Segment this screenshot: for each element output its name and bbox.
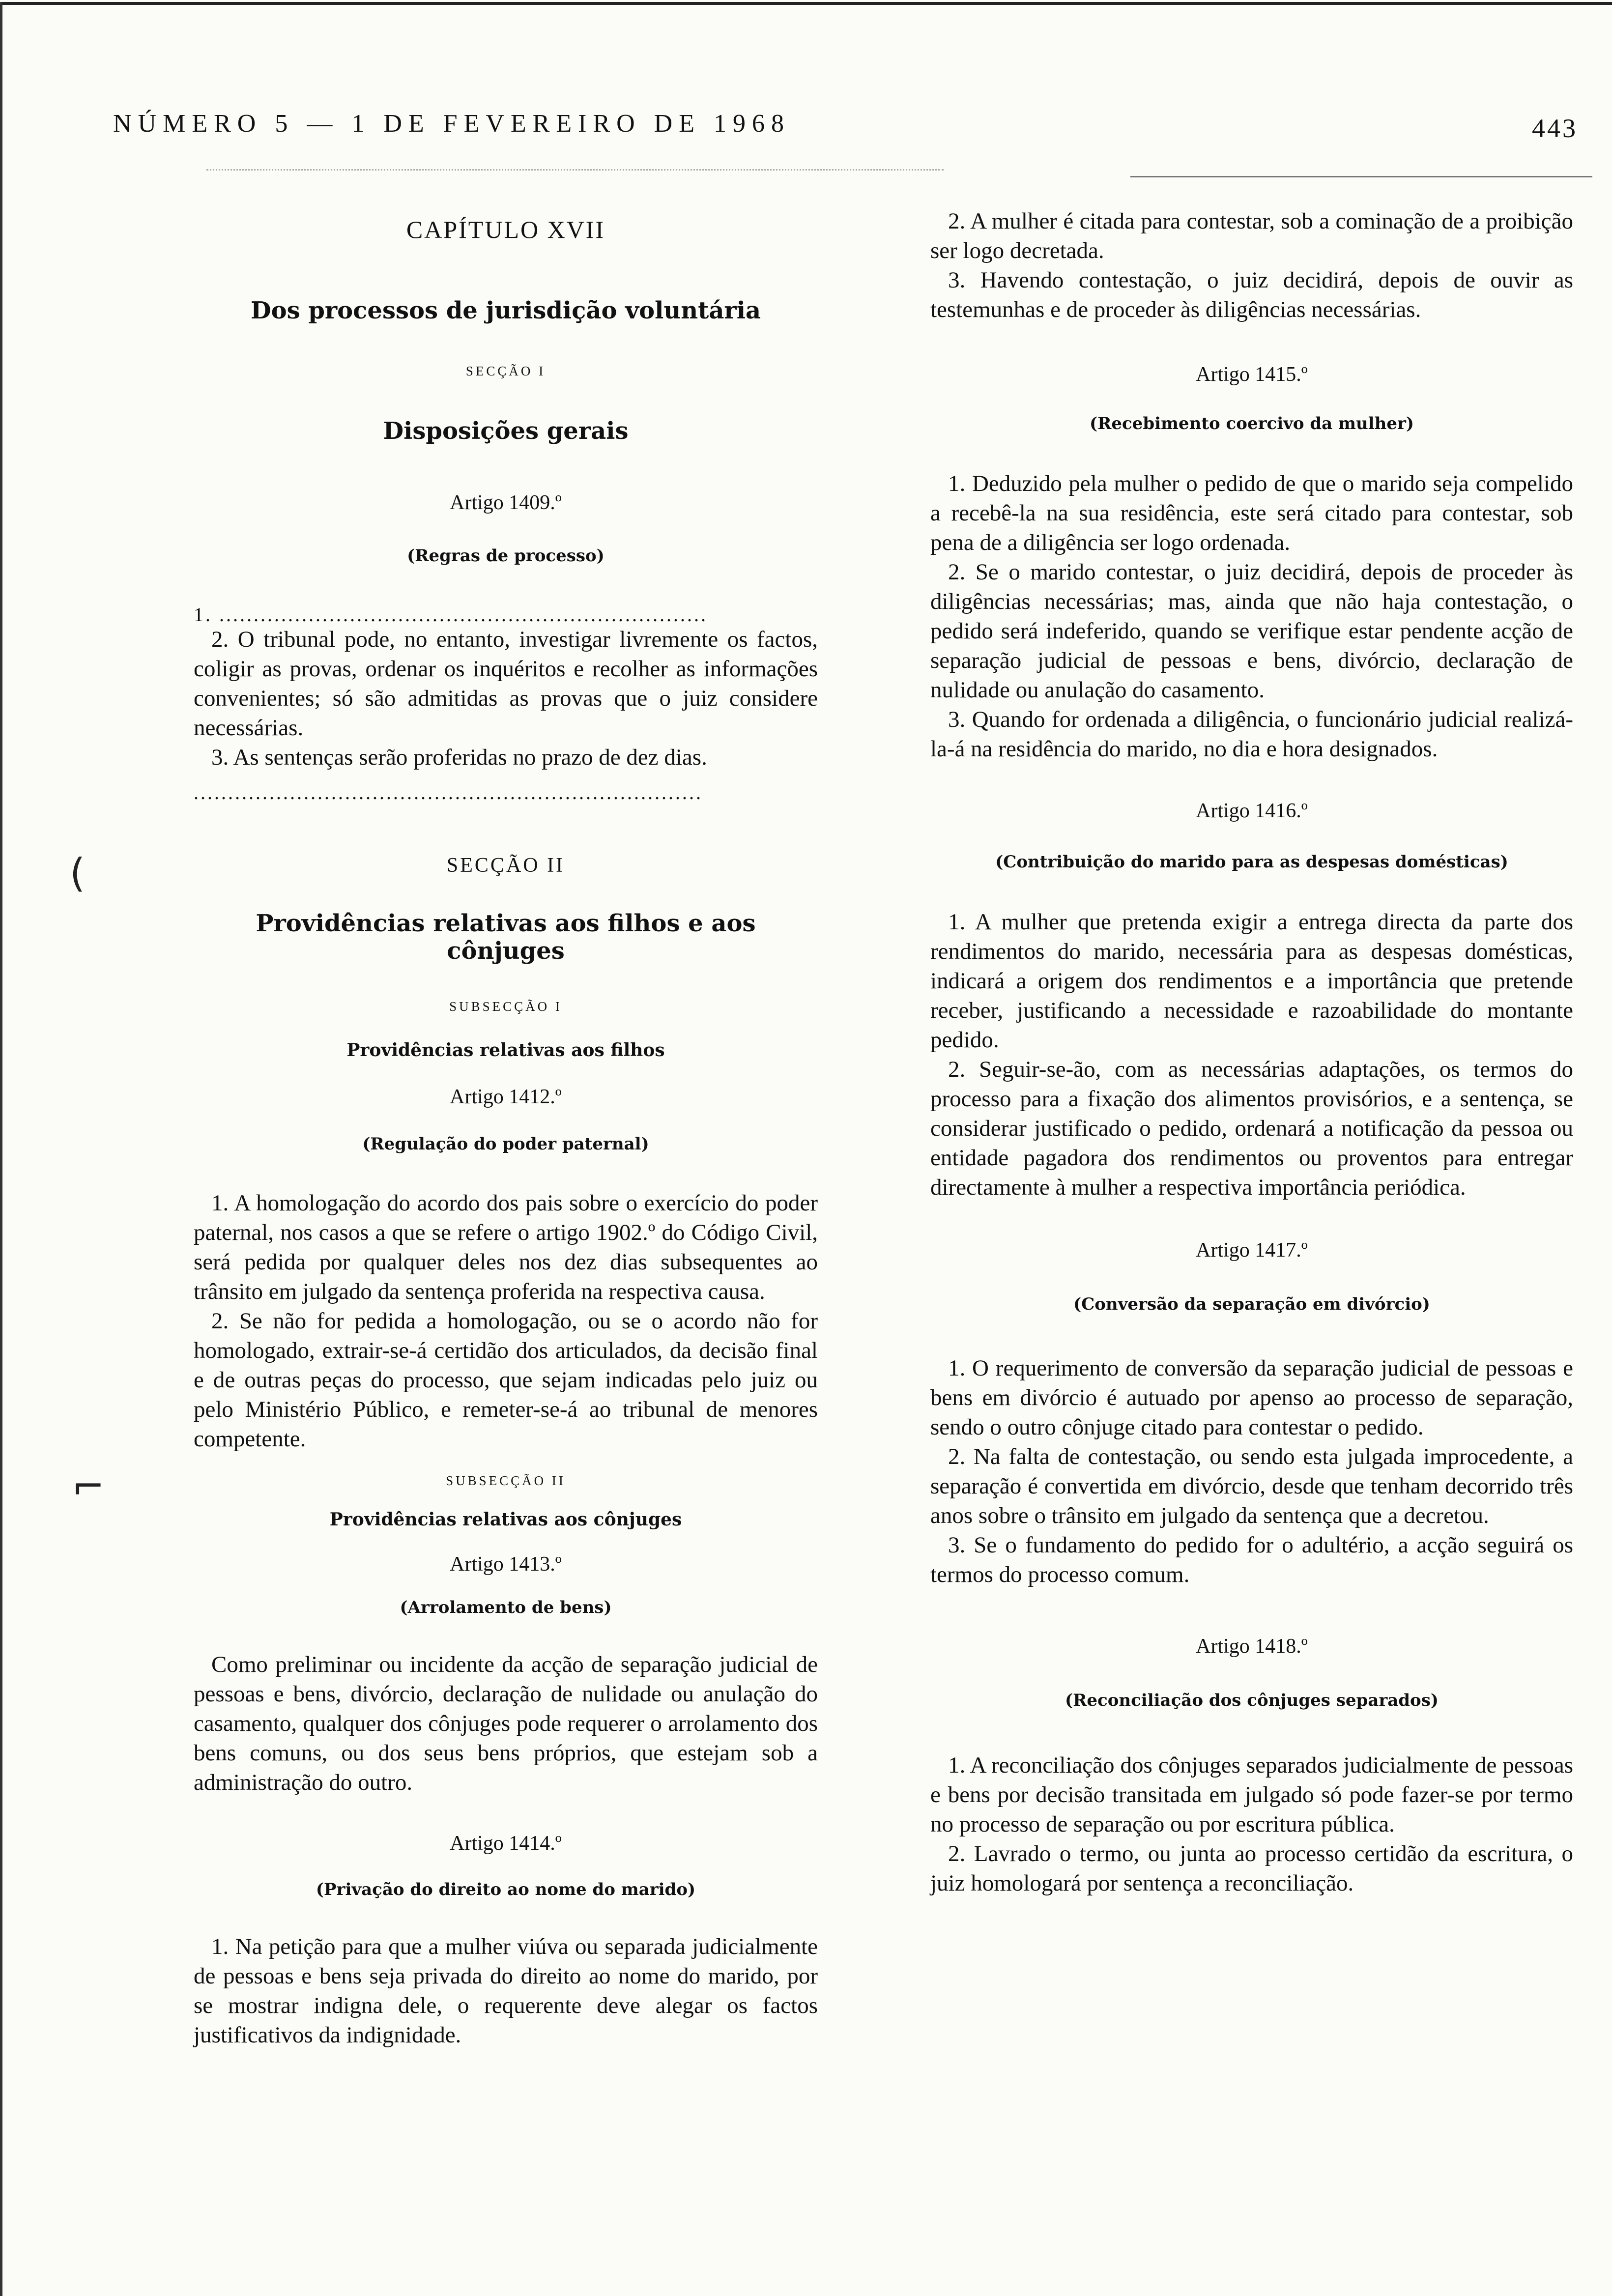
paragraph: 3. Havendo contestação, o juiz decidirá, depois de ouvir as testemunhas e de proceder às diligências necessárias. <box>930 267 1573 322</box>
article-body <box>930 469 1573 764</box>
article-body <box>194 1188 818 1454</box>
subsection-label: SUBSECÇÃO II <box>446 1473 566 1488</box>
article-heading: Artigo 1416.º <box>1196 800 1308 822</box>
paragraph: 3. Se o fundamento do pedido for o adultério, a acção seguirá os termos do processo comum. <box>930 1532 1573 1587</box>
paragraph: 3. Quando for ordenada a diligência, o funcionário judicial realizá-la-á na residência do marido, no dia e hora designados. <box>930 707 1573 762</box>
right-column <box>930 206 1573 1898</box>
paragraph: Como preliminar ou incidente da acção de separação judicial de pessoas e bens, divórcio, declaração de nulidade ou anulação do casamento, qualquer dos cônjuges pode requerer o arrolamento dos bens comuns, ou dos seus bens próprios, que estejam sob a administração do outro. <box>194 1652 818 1795</box>
section-label: SECÇÃO I <box>465 364 546 378</box>
article-body <box>194 1650 818 1797</box>
subsection-label: SUBSECÇÃO I <box>449 999 562 1014</box>
paragraph: 2. Se o marido contestar, o juiz decidirá, depois de proceder às diligências necessárias; mas, ainda que não haja contestação, o pedido será indeferido, quando se verifique estar pendente acção de separação judicial de pessoas e bens, divórcio, declaração de nulidade ou anulação do casamento. <box>930 559 1573 703</box>
article-epigraph: (Contribuição do marido para as despesas domésticas) <box>995 852 1508 872</box>
subsection-title: Providências relativas aos filhos <box>346 1040 665 1061</box>
paragraph: 2. Seguir-se-ão, com as necessárias adaptações, os termos do processo para a fixação dos alimentos provisórios, e a sentença, se considerar justificado o pedido, ordenará a notificação da pessoa ou entidade pagadora dos rendimentos ou proventos para entregar directamente à mulher a respectiva importância periódica. <box>930 1057 1573 1200</box>
paragraph: 1. A mulher que pretenda exigir a entrega directa da parte dos rendimentos do marido, necessária para as despesas domésticas, indicará a origem dos rendimentos e a importância que pretende receber, justificando a necessidade e razoabilidade do montante pedido. <box>930 909 1573 1053</box>
article-epigraph: (Regras de processo) <box>407 546 604 566</box>
article-heading: Artigo 1417.º <box>1196 1239 1308 1262</box>
article-heading: Artigo 1414.º <box>450 1832 562 1855</box>
header-divider-right <box>1130 176 1592 177</box>
article-heading: Artigo 1418.º <box>1196 1635 1308 1658</box>
chapter-heading: CAPÍTULO XVII <box>406 216 605 243</box>
article-epigraph: (Arrolamento de bens) <box>400 1598 612 1617</box>
margin-hook-mark: ⌐ <box>72 1464 105 1509</box>
article-heading: Artigo 1409.º <box>450 491 562 514</box>
paragraph: 2. Na falta de contestação, ou sendo esta julgada improcedente, a separação é convertida em divórcio, desde que tenham decorrido três anos sobre o trânsito em julgado da sentença que a decretou. <box>930 1444 1573 1528</box>
paragraph: 2. A mulher é citada para contestar, sob a cominação de a proibição ser logo decretada. <box>930 208 1573 263</box>
margin-bracket-mark: ( <box>70 850 86 896</box>
paragraph: 1. Na petição para que a mulher viúva ou separada judicialmente de pessoas e bens seja privada do direito ao nome do marido, por se mostrar indigna dele, o requerente deve alegar os factos justificativos da indignidade. <box>194 1934 818 2048</box>
section-label: SECÇÃO II <box>446 854 565 877</box>
subsection-title: Providências relativas aos cônjuges <box>329 1509 682 1530</box>
page-number: 443 <box>1532 114 1578 143</box>
paragraph: 2. Lavrado o termo, ou junta ao processo certidão da escritura, o juiz homologará por sentença a reconciliação. <box>930 1841 1573 1896</box>
header-divider-left <box>206 169 944 171</box>
article-body <box>930 206 1573 324</box>
running-title: NÚMERO 5 — 1 DE FEVEREIRO DE 1968 <box>113 110 790 138</box>
section-title: Disposições gerais <box>383 417 629 445</box>
article-body <box>930 1751 1573 1898</box>
article-heading: Artigo 1412.º <box>450 1086 562 1108</box>
left-border-rule <box>0 2 2 2296</box>
left-column <box>194 206 818 2050</box>
article-heading: Artigo 1413.º <box>450 1553 562 1576</box>
article-body <box>930 1353 1573 1589</box>
top-border-rule <box>0 2 1612 5</box>
article-body <box>930 907 1573 1202</box>
paragraph: 2. Se não for pedida a homologação, ou se o acordo não for homologado, extrair-se-á certidão dos articulados, da decisão final e de outras peças do processo, que sejam indicadas pelo juiz ou pelo Ministério Público, e remeter-se-á ao tribunal de menores competente. <box>194 1308 818 1452</box>
paragraph: 2. O tribunal pode, no entanto, investigar livremente os factos, coligir as provas, ordenar os inquéritos e recolher as informações convenientes; só são admitidas as provas que o juiz considere necessárias. <box>194 627 818 741</box>
article-epigraph: (Reconciliação dos cônjuges separados) <box>1065 1691 1439 1710</box>
article-body <box>194 1932 818 2050</box>
paragraph: 1. A homologação do acordo dos pais sobre o exercício do poder paternal, nos casos a que se refere o artigo 1902.º do Código Civil, será pedida por qualquer deles nos dez dias subsequentes ao trânsito em julgado da sentença proferida na respectiva causa. <box>194 1190 818 1304</box>
article-epigraph: (Recebimento coercivo da mulher) <box>1090 414 1414 433</box>
page-header <box>113 109 1578 148</box>
paragraph: 1. A reconciliação dos cônjuges separados judicialmente de pessoas e bens por decisão transitada em julgado só pode fazer-se por termo no processo de separação ou por escritura pública. <box>930 1752 1573 1837</box>
paragraph-elided: 1. ....................................................................... <box>194 605 708 625</box>
paragraph: 3. As sentenças serão proferidas no prazo de dez dias. <box>211 745 707 770</box>
paragraph: 1. O requerimento de conversão da separação judicial de pessoas e bens em divórcio é autuado por apenso ao processo de separação, sendo o outro cônjuge citado para contestar o pedido. <box>930 1355 1573 1440</box>
article-heading: Artigo 1415.º <box>1196 363 1308 386</box>
article-body <box>194 605 818 803</box>
article-epigraph: (Conversão da separação em divórcio) <box>1073 1294 1430 1314</box>
chapter-title: Dos processos de jurisdição voluntária <box>250 297 761 324</box>
article-epigraph: (Regulação do poder paternal) <box>362 1134 649 1154</box>
ellipsis-divider: .......................................................................... <box>194 783 703 803</box>
section-title: Providências relativas aos filhos e aos cônjuges <box>256 910 756 965</box>
paragraph: 1. Deduzido pela mulher o pedido de que o marido seja compelido a recebê-la na sua residência, este será citado para contestar, sob pena de a diligência ser logo ordenada. <box>930 471 1573 555</box>
article-epigraph: (Privação do direito ao nome do marido) <box>316 1880 696 1899</box>
